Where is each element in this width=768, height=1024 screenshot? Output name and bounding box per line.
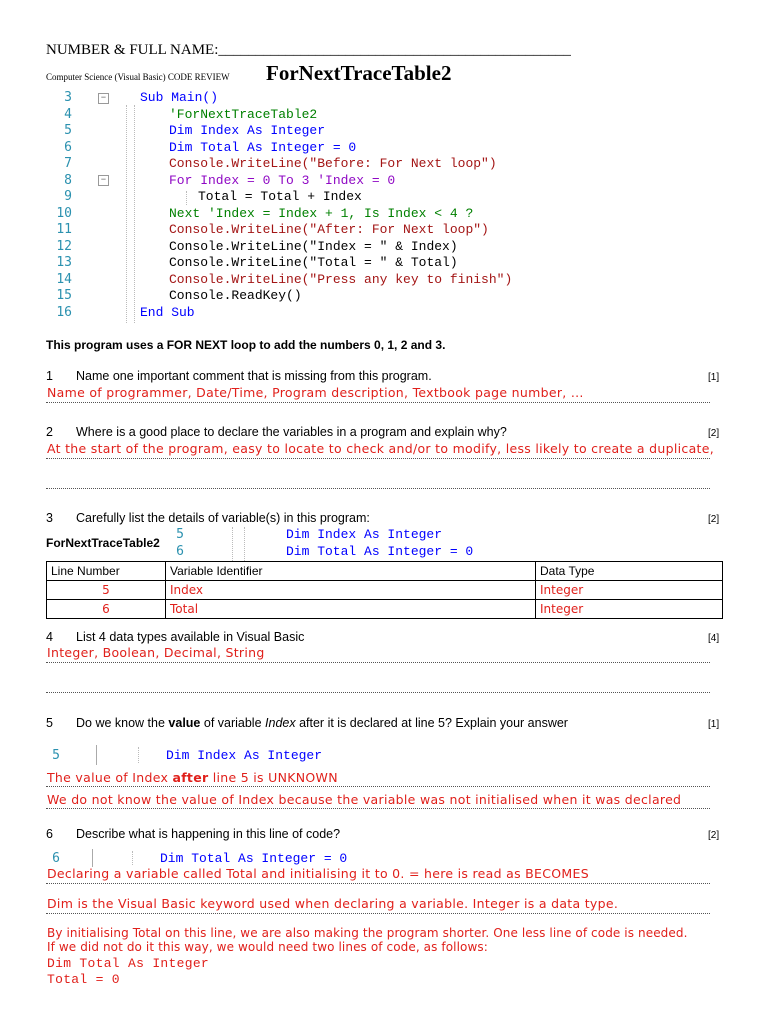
q4-text: List 4 data types available in Visual Basic bbox=[76, 630, 305, 644]
table-row bbox=[47, 581, 723, 600]
name-label: NUMBER & FULL NAME: bbox=[46, 42, 219, 58]
indent-guide bbox=[132, 851, 133, 865]
q1-marks: [1] bbox=[708, 372, 720, 383]
answer-line bbox=[46, 883, 710, 884]
q2-answer[interactable]: At the start of the program, easy to locate to check and/or to modify, less likely to create a duplicate, bbox=[47, 441, 715, 456]
header-variable-identifier: Variable Identifier bbox=[166, 562, 536, 581]
indent-guide bbox=[138, 747, 139, 763]
q4-number: 4 bbox=[46, 630, 53, 644]
indent-guide bbox=[126, 105, 127, 323]
answer-line bbox=[46, 662, 710, 663]
q4-answer[interactable]: Integer, Boolean, Decimal, String bbox=[47, 645, 265, 660]
q6-answer-1[interactable]: Declaring a variable called Total and initialising it to 0. = here is read as BECOMES bbox=[47, 866, 589, 881]
cell-identifier[interactable]: Index bbox=[166, 581, 536, 600]
q6-code-example-2: Total = 0 bbox=[47, 972, 120, 987]
cell-identifier[interactable]: Total bbox=[166, 600, 536, 619]
name-line bbox=[46, 42, 571, 59]
indent-guide bbox=[92, 849, 93, 867]
collapse-icon[interactable]: − bbox=[98, 175, 109, 186]
q6-code-snippet: 6 Dim Total As Integer = 0 bbox=[52, 851, 348, 866]
answer-line bbox=[46, 786, 710, 787]
q5-answer-1[interactable]: The value of Index after line 5 is UNKNOWN bbox=[47, 770, 338, 785]
q6-answer-3[interactable]: By initialising Total on this line, we are also making the program shorter. One less line of code is needed. bbox=[47, 926, 688, 940]
cell-line[interactable]: 6 bbox=[47, 600, 166, 619]
answer-line bbox=[46, 808, 710, 809]
q3-text: Carefully list the details of variable(s) in this program: bbox=[76, 511, 370, 525]
answer-line bbox=[46, 913, 710, 914]
q5-marks: [1] bbox=[708, 719, 720, 730]
indent-guide bbox=[186, 191, 187, 205]
variables-table bbox=[46, 561, 723, 619]
header-line-number: Line Number bbox=[47, 562, 166, 581]
q1-answer[interactable]: Name of programmer, Date/Time, Program description, Textbook page number, ... bbox=[47, 385, 584, 400]
indent-guide bbox=[134, 105, 135, 323]
q2-number: 2 bbox=[46, 425, 53, 439]
q5-number: 5 bbox=[46, 716, 53, 730]
header-data-type: Data Type bbox=[536, 562, 723, 581]
q3-marks: [2] bbox=[708, 514, 720, 525]
code-block: − − 3 Sub Main() 4 'ForNextTraceTable2 5 Dim Index As Integer 6 Dim Total As Integer = 0 7 Console.WriteLine("Before: For Next loop") 8 For Index = 0 To 3 'Index = 0 9 Total = Total + Index 10 Next 'Index = Index + 1, Is Index < 4 ? 11 Console.WriteLine("After: For Next loop") 12 Console.WriteLine("Index = " & Index) 13 Console.WriteLine("Total = " & Total) 14 Console.WriteLine("Press any key to finish") 15 Console.ReadKey() 16 End Sub bbox=[46, 89, 546, 329]
q1-number: 1 bbox=[46, 369, 53, 383]
q6-text: Describe what is happening in this line of code? bbox=[76, 827, 341, 841]
q4-marks: [4] bbox=[708, 633, 720, 644]
indent-guide bbox=[232, 527, 233, 561]
answer-line bbox=[46, 458, 710, 459]
answer-line bbox=[46, 402, 710, 403]
cell-type[interactable]: Integer bbox=[536, 600, 723, 619]
q5-code-snippet: 5 Dim Index As Integer bbox=[46, 747, 366, 765]
q6-code-example-1: Dim Total As Integer bbox=[47, 956, 210, 971]
q5-answer-2[interactable]: We do not know the value of Index because the variable was not initialised when it was declared bbox=[47, 792, 682, 807]
indent-guide bbox=[244, 527, 245, 561]
indent-guide bbox=[96, 745, 97, 765]
page-title: ForNextTraceTable2 bbox=[266, 61, 452, 85]
q3-program-label: ForNextTraceTable2 bbox=[46, 536, 160, 550]
q6-number: 6 bbox=[46, 827, 53, 841]
table-header-row bbox=[47, 562, 723, 581]
q2-marks: [2] bbox=[708, 428, 720, 439]
q1-text: Name one important comment that is missing from this program. bbox=[76, 369, 432, 383]
table-row bbox=[47, 600, 723, 619]
q2-text: Where is a good place to declare the variables in a program and explain why? bbox=[76, 425, 507, 439]
name-blank[interactable]: _______________________________________________ bbox=[218, 42, 571, 58]
q3-number: 3 bbox=[46, 511, 53, 525]
answer-line bbox=[46, 692, 710, 693]
intro-text: This program uses a FOR NEXT loop to add the numbers 0, 1, 2 and 3. bbox=[46, 338, 446, 352]
course-label: Computer Science (Visual Basic) CODE REVIEW bbox=[46, 72, 230, 82]
q6-answer-2[interactable]: Dim is the Visual Basic keyword used when declaring a variable. Integer is a data type. bbox=[47, 896, 619, 911]
q3-code-snippet: 5 Dim Index As Integer 6 Dim Total As Integer = 0 bbox=[176, 527, 474, 559]
q6-marks: [2] bbox=[708, 830, 720, 841]
q6-answer-4[interactable]: If we did not do it this way, we would need two lines of code, as follows: bbox=[47, 940, 488, 954]
cell-line[interactable]: 5 bbox=[47, 581, 166, 600]
answer-line bbox=[46, 488, 710, 489]
collapse-icon[interactable]: − bbox=[98, 93, 109, 104]
q5-text: Do we know the value of variable Index after it is declared at line 5? Explain your answer bbox=[76, 716, 568, 730]
cell-type[interactable]: Integer bbox=[536, 581, 723, 600]
